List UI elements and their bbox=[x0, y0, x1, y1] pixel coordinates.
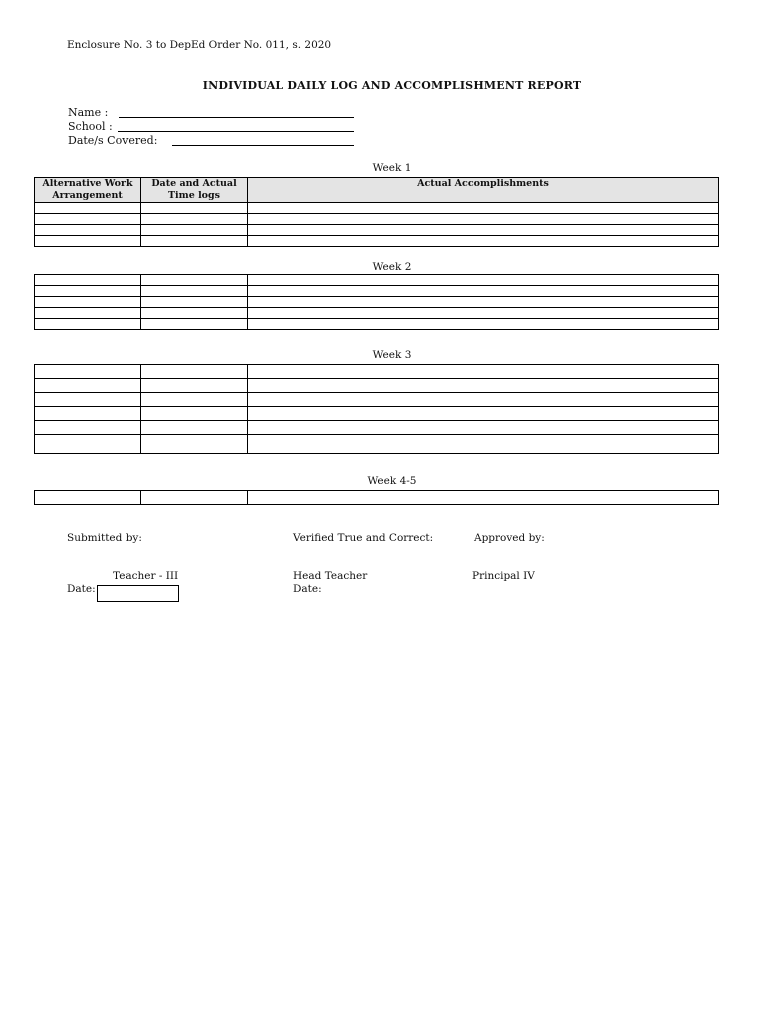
table-cell[interactable] bbox=[141, 225, 248, 236]
table-row bbox=[35, 297, 719, 308]
table-cell[interactable] bbox=[248, 308, 719, 319]
table-cell[interactable] bbox=[141, 379, 248, 393]
table-row bbox=[35, 214, 719, 225]
verified-label: Verified True and Correct: bbox=[293, 532, 434, 544]
table-cell[interactable] bbox=[35, 214, 141, 225]
table-cell[interactable] bbox=[141, 365, 248, 379]
dates-covered-label: Date/s Covered: bbox=[68, 134, 158, 147]
approved-by-label: Approved by: bbox=[474, 532, 545, 544]
report-title: INDIVIDUAL DAILY LOG AND ACCOMPLISHMENT REPORT bbox=[202, 79, 582, 92]
table-cell[interactable] bbox=[248, 379, 719, 393]
table-cell[interactable] bbox=[248, 214, 719, 225]
dates-covered-line[interactable] bbox=[172, 145, 354, 146]
table-cell[interactable] bbox=[248, 319, 719, 330]
table-cell[interactable] bbox=[141, 308, 248, 319]
table-cell[interactable] bbox=[248, 393, 719, 407]
table-cell[interactable] bbox=[35, 435, 141, 454]
table-cell[interactable] bbox=[35, 407, 141, 421]
table-row bbox=[35, 365, 719, 379]
table-row bbox=[35, 421, 719, 435]
table-row bbox=[35, 236, 719, 247]
table-cell[interactable] bbox=[248, 203, 719, 214]
date-label-submitted: Date: bbox=[67, 583, 96, 595]
table-row bbox=[35, 275, 719, 286]
table-cell[interactable] bbox=[141, 286, 248, 297]
table-cell[interactable] bbox=[35, 297, 141, 308]
table-cell[interactable] bbox=[141, 297, 248, 308]
table-row bbox=[35, 379, 719, 393]
teacher-title: Teacher - III bbox=[113, 570, 179, 582]
week-1-label: Week 1 bbox=[372, 162, 412, 174]
header-alternative-work: Alternative Work Arrangement bbox=[35, 178, 141, 203]
header-accomplishments: Actual Accomplishments bbox=[248, 178, 719, 203]
table-row bbox=[35, 319, 719, 330]
week-3-label: Week 3 bbox=[372, 349, 412, 361]
table-cell[interactable] bbox=[141, 275, 248, 286]
date-label-verified: Date: bbox=[293, 583, 322, 595]
enclosure-reference: Enclosure No. 3 to DepEd Order No. 011, s. 2020 bbox=[67, 39, 332, 51]
name-label: Name : bbox=[68, 106, 109, 119]
table-row bbox=[35, 308, 719, 319]
table-row bbox=[35, 286, 719, 297]
table-cell[interactable] bbox=[35, 491, 141, 505]
table-cell[interactable] bbox=[141, 435, 248, 454]
week-4-5-table bbox=[34, 490, 719, 505]
table-cell[interactable] bbox=[248, 236, 719, 247]
table-cell[interactable] bbox=[248, 225, 719, 236]
table-cell[interactable] bbox=[35, 319, 141, 330]
table-cell[interactable] bbox=[141, 236, 248, 247]
table-cell[interactable] bbox=[248, 421, 719, 435]
table-cell[interactable] bbox=[35, 393, 141, 407]
table-cell[interactable] bbox=[35, 421, 141, 435]
table-cell[interactable] bbox=[248, 275, 719, 286]
table-cell[interactable] bbox=[141, 203, 248, 214]
table-header-row bbox=[35, 178, 719, 203]
header-date-time-logs: Date and Actual Time logs bbox=[141, 178, 248, 203]
table-cell[interactable] bbox=[248, 286, 719, 297]
table-cell[interactable] bbox=[35, 236, 141, 247]
week-4-5-label: Week 4-5 bbox=[367, 475, 417, 487]
table-cell[interactable] bbox=[35, 365, 141, 379]
school-line[interactable] bbox=[118, 131, 354, 132]
week-2-label: Week 2 bbox=[372, 261, 412, 273]
table-cell[interactable] bbox=[141, 421, 248, 435]
school-label: School : bbox=[68, 120, 113, 133]
table-row bbox=[35, 435, 719, 454]
table-cell[interactable] bbox=[35, 275, 141, 286]
table-cell[interactable] bbox=[248, 365, 719, 379]
table-cell[interactable] bbox=[248, 491, 719, 505]
table-cell[interactable] bbox=[141, 393, 248, 407]
table-cell[interactable] bbox=[141, 407, 248, 421]
submitted-by-label: Submitted by: bbox=[67, 532, 142, 544]
table-cell[interactable] bbox=[248, 435, 719, 454]
table-row bbox=[35, 203, 719, 214]
table-cell[interactable] bbox=[35, 225, 141, 236]
table-row bbox=[35, 491, 719, 505]
week-3-table bbox=[34, 364, 719, 454]
table-cell[interactable] bbox=[248, 297, 719, 308]
name-line[interactable] bbox=[119, 117, 354, 118]
table-cell[interactable] bbox=[248, 407, 719, 421]
week-2-table bbox=[34, 274, 719, 330]
table-cell[interactable] bbox=[141, 491, 248, 505]
table-row bbox=[35, 225, 719, 236]
table-cell[interactable] bbox=[35, 203, 141, 214]
table-cell[interactable] bbox=[35, 286, 141, 297]
principal-title: Principal IV bbox=[472, 570, 535, 582]
table-cell[interactable] bbox=[35, 379, 141, 393]
table-cell[interactable] bbox=[141, 214, 248, 225]
table-row bbox=[35, 393, 719, 407]
table-cell[interactable] bbox=[35, 308, 141, 319]
head-teacher-title: Head Teacher bbox=[293, 570, 368, 582]
table-row bbox=[35, 407, 719, 421]
table-cell[interactable] bbox=[141, 319, 248, 330]
date-input-box[interactable] bbox=[97, 585, 179, 602]
week-1-table bbox=[34, 177, 719, 247]
